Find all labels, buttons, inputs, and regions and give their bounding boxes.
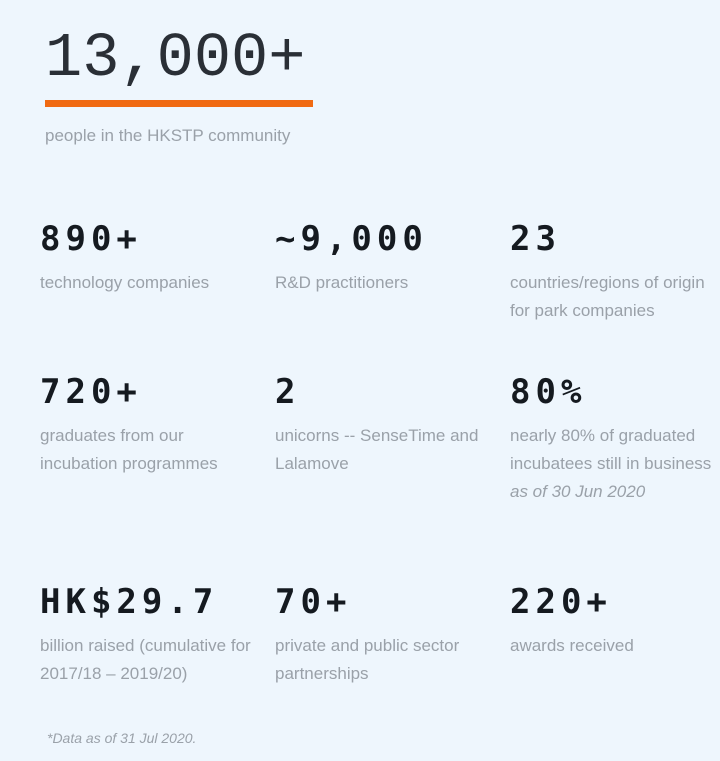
stat-graduates (40, 372, 255, 478)
hero-number: 13,000+ (45, 23, 306, 94)
stat-incubatees-in-business (510, 372, 720, 506)
stat-label: graduates from our incubation programmes (40, 426, 218, 473)
stat-label-text: nearly 80% of graduated incubatees still in business (510, 426, 712, 473)
stat-label: countries/regions of origin for park companies (510, 273, 705, 320)
stat-unicorns (275, 372, 490, 478)
stat-number: 70+ (275, 582, 352, 622)
stat-rd-practitioners (275, 219, 490, 297)
stat-number: 80% (510, 372, 587, 412)
stat-number: ~9,000 (275, 219, 428, 259)
stat-number: 220+ (510, 582, 612, 622)
hero-caption: people in the HKSTP community (45, 126, 291, 145)
stat-label: private and public sector partnerships (275, 636, 460, 683)
stat-partnerships (275, 582, 490, 688)
stat-number: 2 (275, 372, 301, 412)
stat-number: 720+ (40, 372, 142, 412)
stat-label: billion raised (cumulative for 2017/18 – 2019/20) (40, 636, 251, 683)
stat-countries-regions (510, 219, 720, 325)
stat-label: technology companies (40, 273, 210, 292)
hero-stat (45, 23, 306, 94)
stat-number: 23 (510, 219, 561, 259)
stat-number: 890+ (40, 219, 142, 259)
stat-label: unicorns -- SenseTime and Lalamove (275, 426, 479, 473)
stat-label-date: as of 30 Jun 2020 (510, 482, 646, 501)
stat-technology-companies (40, 219, 255, 297)
stat-label (510, 422, 720, 506)
footnote: *Data as of 31 Jul 2020. (47, 730, 197, 746)
stat-number: HK$29.7 (40, 582, 219, 622)
stat-funds-raised (40, 582, 255, 688)
stat-label: awards received (510, 636, 634, 655)
stat-label: R&D practitioners (275, 273, 409, 292)
hero-underline (45, 100, 313, 107)
stat-awards (510, 582, 720, 660)
